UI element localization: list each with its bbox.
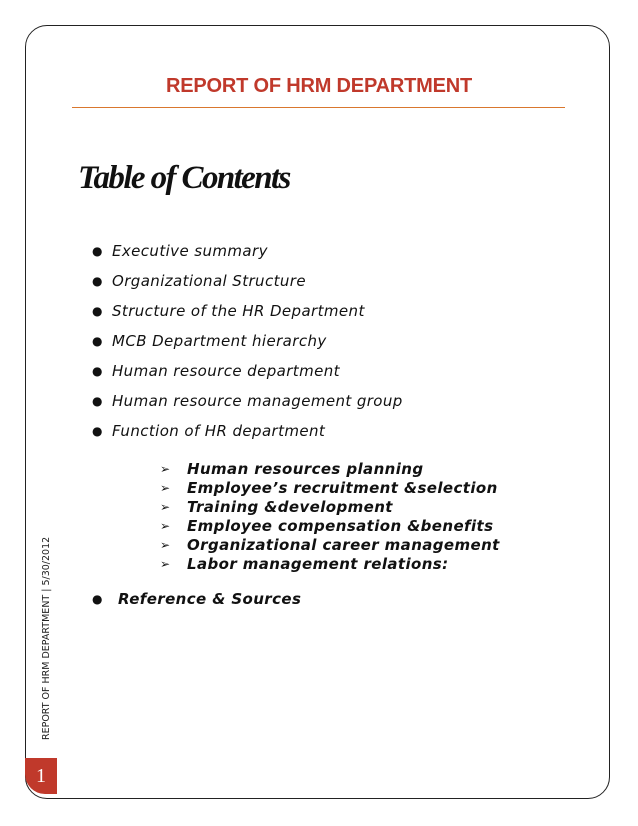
bullet-icon: ● bbox=[92, 394, 103, 408]
toc-sub-item-label: Training &development bbox=[187, 497, 393, 516]
toc-sub-item-label: Employee’s recruitment &selection bbox=[187, 478, 498, 497]
page-number: 1 bbox=[25, 758, 57, 794]
toc-sub-item bbox=[160, 478, 500, 497]
toc-item-label: Organizational Structure bbox=[112, 272, 306, 290]
bullet-icon: ● bbox=[92, 424, 103, 438]
toc-item bbox=[92, 266, 403, 296]
arrow-icon: ➢ bbox=[160, 480, 171, 495]
toc-sub-list bbox=[160, 459, 500, 573]
header-rule bbox=[72, 107, 565, 108]
bullet-icon: ● bbox=[92, 274, 103, 288]
bullet-icon: ● bbox=[92, 244, 103, 258]
arrow-icon: ➢ bbox=[160, 537, 171, 552]
toc-item bbox=[92, 236, 403, 266]
toc-item bbox=[92, 386, 403, 416]
toc-item-label: MCB Department hierarchy bbox=[112, 332, 327, 350]
arrow-icon: ➢ bbox=[160, 518, 171, 533]
toc-item bbox=[92, 416, 403, 446]
arrow-icon: ➢ bbox=[160, 461, 171, 476]
toc-item-label: Function of HR department bbox=[112, 422, 326, 440]
sidebar-label: REPORT OF HRM DEPARTMENT | 5/30/2012 bbox=[41, 536, 52, 740]
toc-sub-item bbox=[160, 535, 500, 554]
toc-item bbox=[92, 326, 403, 356]
toc-item-label: Human resource management group bbox=[112, 392, 403, 410]
toc-sub-item bbox=[160, 554, 500, 573]
bullet-icon: ● bbox=[92, 592, 103, 606]
arrow-icon: ➢ bbox=[160, 499, 171, 514]
header-title: REPORT OF HRM DEPARTMENT bbox=[166, 75, 472, 97]
toc-sub-item-label: Organizational career management bbox=[187, 535, 500, 554]
toc-sub-item bbox=[160, 516, 500, 535]
toc-item-label: Reference & Sources bbox=[118, 590, 302, 608]
toc-item-label: Structure of the HR Department bbox=[112, 302, 365, 320]
toc-title: Table of Contents bbox=[78, 160, 290, 196]
bullet-icon: ● bbox=[92, 304, 103, 318]
toc-sub-item bbox=[160, 497, 500, 516]
toc-item-label: Executive summary bbox=[112, 242, 268, 260]
bullet-icon: ● bbox=[92, 334, 103, 348]
toc-sub-item bbox=[160, 459, 500, 478]
toc-sub-item-label: Employee compensation &benefits bbox=[187, 516, 494, 535]
toc-list bbox=[92, 236, 403, 446]
arrow-icon: ➢ bbox=[160, 556, 171, 571]
toc-item-label: Human resource department bbox=[112, 362, 340, 380]
toc-item bbox=[92, 296, 403, 326]
toc-item-references bbox=[92, 589, 301, 609]
toc-sub-item-label: Human resources planning bbox=[187, 459, 424, 478]
toc-item bbox=[92, 356, 403, 386]
toc-sub-item-label: Labor management relations: bbox=[187, 554, 449, 573]
bullet-icon: ● bbox=[92, 364, 103, 378]
